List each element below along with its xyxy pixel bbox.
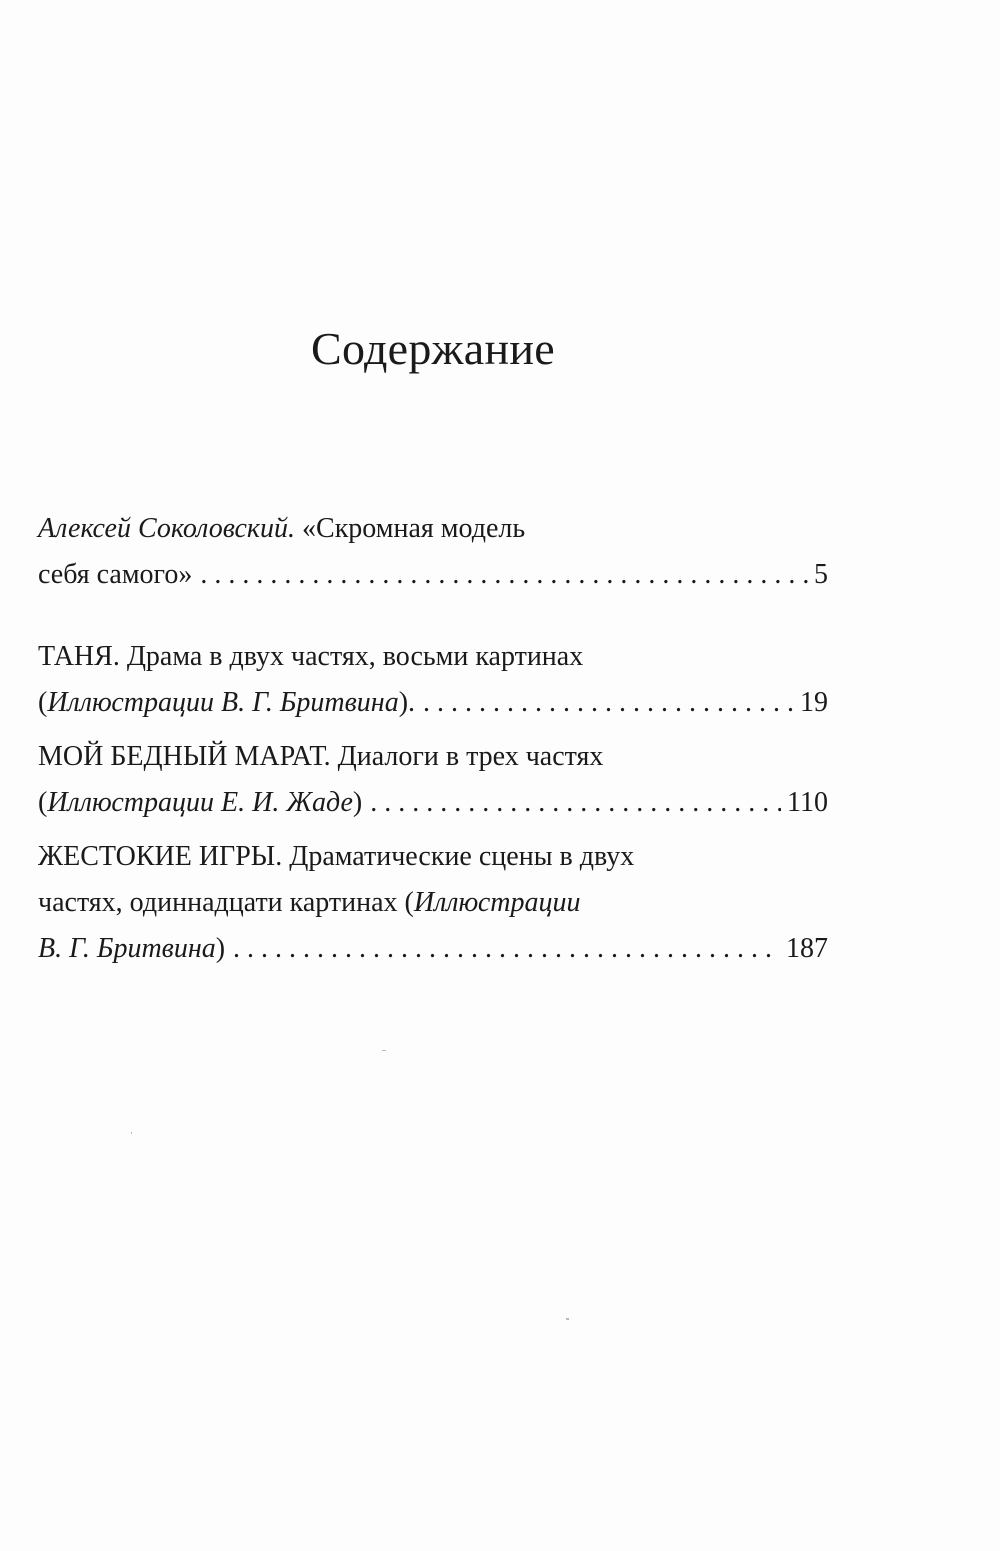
entry-title-continued: себя самого»	[38, 559, 193, 590]
toc-line	[38, 734, 828, 780]
entry-title: «Скромная модель	[295, 513, 526, 544]
illustrator-credit: Иллюстрации Е. И. Жаде	[47, 787, 353, 818]
page-number: 5	[814, 559, 828, 590]
paren-open: (	[38, 787, 48, 818]
page-number: 110	[787, 787, 828, 818]
toc-line	[38, 834, 828, 880]
paren-open: (	[38, 687, 48, 718]
page-title: Содержание	[310, 323, 556, 374]
dot-leader	[423, 680, 794, 726]
work-subtitle: Драматические сцены в двух	[282, 841, 635, 872]
toc-line	[38, 926, 828, 972]
dot-leader	[200, 552, 808, 598]
toc-entry-introduction	[38, 506, 828, 598]
work-subtitle: Драма в двух частях, восьми картинах	[119, 641, 584, 672]
toc-entry-tanya	[38, 634, 828, 726]
paren-close: ).	[398, 687, 416, 718]
work-subtitle-continued: частях, одиннадцати картинах (	[38, 887, 414, 918]
paren-close: )	[352, 787, 363, 818]
dot-leader	[233, 926, 780, 972]
scan-speck	[382, 1050, 386, 1051]
work-title: МОЙ БЕДНЫЙ МАРАТ.	[38, 741, 331, 772]
toc-line	[38, 506, 828, 552]
illustrator-credit: Иллюстрации	[413, 887, 581, 918]
table-of-contents	[38, 506, 828, 1008]
illustrator-credit: Иллюстрации В. Г. Бритвина	[47, 687, 399, 718]
toc-line	[38, 634, 828, 680]
dot-leader	[370, 780, 781, 826]
toc-line	[38, 552, 828, 598]
illustrator-name: В. Г. Бритвина	[38, 933, 216, 964]
work-title: ТАНЯ.	[38, 641, 120, 672]
work-title: ЖЕСТОКИЕ ИГРЫ.	[38, 841, 283, 872]
author-name: Алексей Соколовский.	[38, 513, 296, 544]
toc-line	[38, 680, 828, 726]
toc-entry-moy-bedny-marat	[38, 734, 828, 826]
scan-speck	[566, 1318, 569, 1320]
scan-speck	[131, 1132, 132, 1134]
toc-entry-zhestokie-igry	[38, 834, 828, 972]
toc-line	[38, 780, 828, 826]
toc-line	[38, 880, 828, 926]
page-number: 19	[800, 687, 828, 718]
page-number: 187	[786, 933, 828, 964]
paren-close: )	[215, 933, 226, 964]
work-subtitle: Диалоги в трех частях	[330, 741, 604, 772]
